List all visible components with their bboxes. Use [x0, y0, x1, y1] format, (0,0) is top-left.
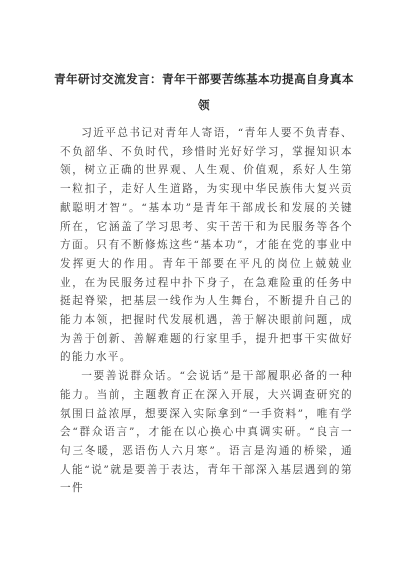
- body-paragraph: 一要善说群众话。“会说话”是干部履职必备的一种能力。当前，主题教育正在深入开展，大兴调查研究的氛围日益浓厚，想要深入实际拿到“一手资料”，唯有学会“群众语言”，才能在以心换心中真调实研。“良言一句三冬暖，恶语伤人六月寒”。语言是沟通的桥梁，通人能“说”就是要善于表达，青年干部深入基层遇到的第一件: [60, 370, 353, 495]
- document-body: [60, 124, 353, 498]
- body-paragraph: 习近平总书记对青年人寄语，“青年人要不负青春、不负韶华、不负时代，珍惜时光好好学习，掌握知识本领，树立正确的世界观、人生观、价值观，系好人生第一粒扣子，走好人生道路，为实现中华民族伟大复兴贡献聪明才智”。“基本功”是青年干部成长和发展的关键所在，它涵盖了学习思考、实干苦干和为民服务等各个方面。只有不断修炼这些“基本功”，才能在党的事业中发挥更大的作用。青年干部要在平凡的岗位上兢兢业业，在为民服务过程中扑下身子，在急难险重的任务中挺起脊梁，把基层一线作为人生舞台，不断提升自己的能力本领，把握时代发展机遇，善于解决眼前问题，成为善于创新、善解难题的行家里手，提升把事干实做好的能力水平。: [60, 127, 353, 364]
- document-title: 青年研讨交流发言：青年干部要苦练基本功提高自身真本领: [54, 72, 354, 112]
